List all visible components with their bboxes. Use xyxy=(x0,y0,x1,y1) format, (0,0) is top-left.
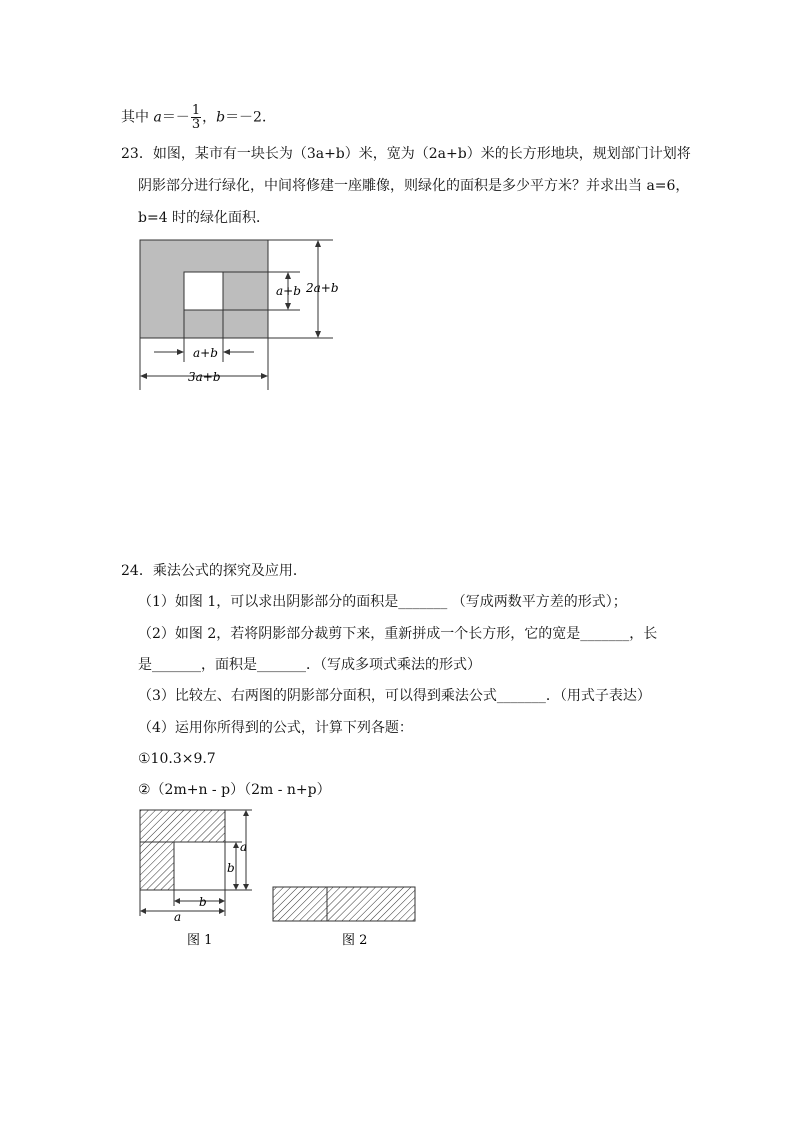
q24-part3: （3）比较左、右两图的阴影部分面积，可以得到乘法公式_______．（用式子表达） xyxy=(138,688,651,704)
q24-part4: （4）运用你所得到的公式，计算下列各题： xyxy=(138,720,413,736)
fraction-one-third xyxy=(191,104,201,131)
separator: ， xyxy=(202,109,217,126)
fig1-caption: 图 1 xyxy=(187,933,213,948)
fig1-inner-square xyxy=(174,842,225,890)
q23-figure xyxy=(130,230,370,395)
q24-item2: ②（2m+n - p）（2m - n+p） xyxy=(138,782,331,798)
outer-width-label: 3a+b xyxy=(188,370,221,384)
q24-item1: ①10.3×9.7 xyxy=(138,751,216,767)
var-a: a xyxy=(153,109,162,126)
q24-figures xyxy=(130,800,430,950)
fig1-a-bottom-label: a xyxy=(174,910,182,924)
outer-height-label: 2a+b xyxy=(306,281,339,295)
q24-part2-line1: （2）如图 2，若将阴影部分裁剪下来，重新拼成一个长方形，它的宽是_______，长 xyxy=(138,626,658,642)
fig1-b-side-label: b xyxy=(227,861,235,875)
fig2-rectangle xyxy=(273,887,415,921)
eq-neg: ＝－ xyxy=(161,109,190,126)
var-b: b xyxy=(216,109,226,126)
fraction-denominator: 3 xyxy=(191,117,201,132)
q23-line-2: 阴影部分进行绿化，中间将修建一座雕像，则绿化的面积是多少平方米？并求出当 a=6， xyxy=(138,178,690,194)
q23-line-1: 23．如图，某市有一块长为（3a+b）米，宽为（2a+b）米的长方形地块，规划部门计划将 xyxy=(121,146,691,162)
q24-title: 24．乘法公式的探究及应用． xyxy=(121,563,307,579)
fraction-numerator: 1 xyxy=(191,103,201,118)
q24-part2-line2: 是_______，面积是_______．（写成多项式乘法的形式） xyxy=(138,657,481,673)
eq-b-value: ＝－2． xyxy=(225,109,276,126)
fig1-b-bottom-label: b xyxy=(199,895,207,909)
q24-part1: （1）如图 1，可以求出阴影部分的面积是_______ （写成两数平方差的形式）； xyxy=(138,594,627,610)
fig2-caption: 图 2 xyxy=(342,933,368,948)
given-values-line xyxy=(121,104,276,131)
fig1-a-side-label: a xyxy=(240,840,248,854)
given-prefix: 其中 xyxy=(121,109,154,126)
inner-width-label: a+b xyxy=(193,346,218,360)
statue-square xyxy=(184,272,223,310)
inner-height-label: a+b xyxy=(276,284,301,298)
q23-line-3: b=4 时的绿化面积． xyxy=(138,210,271,226)
